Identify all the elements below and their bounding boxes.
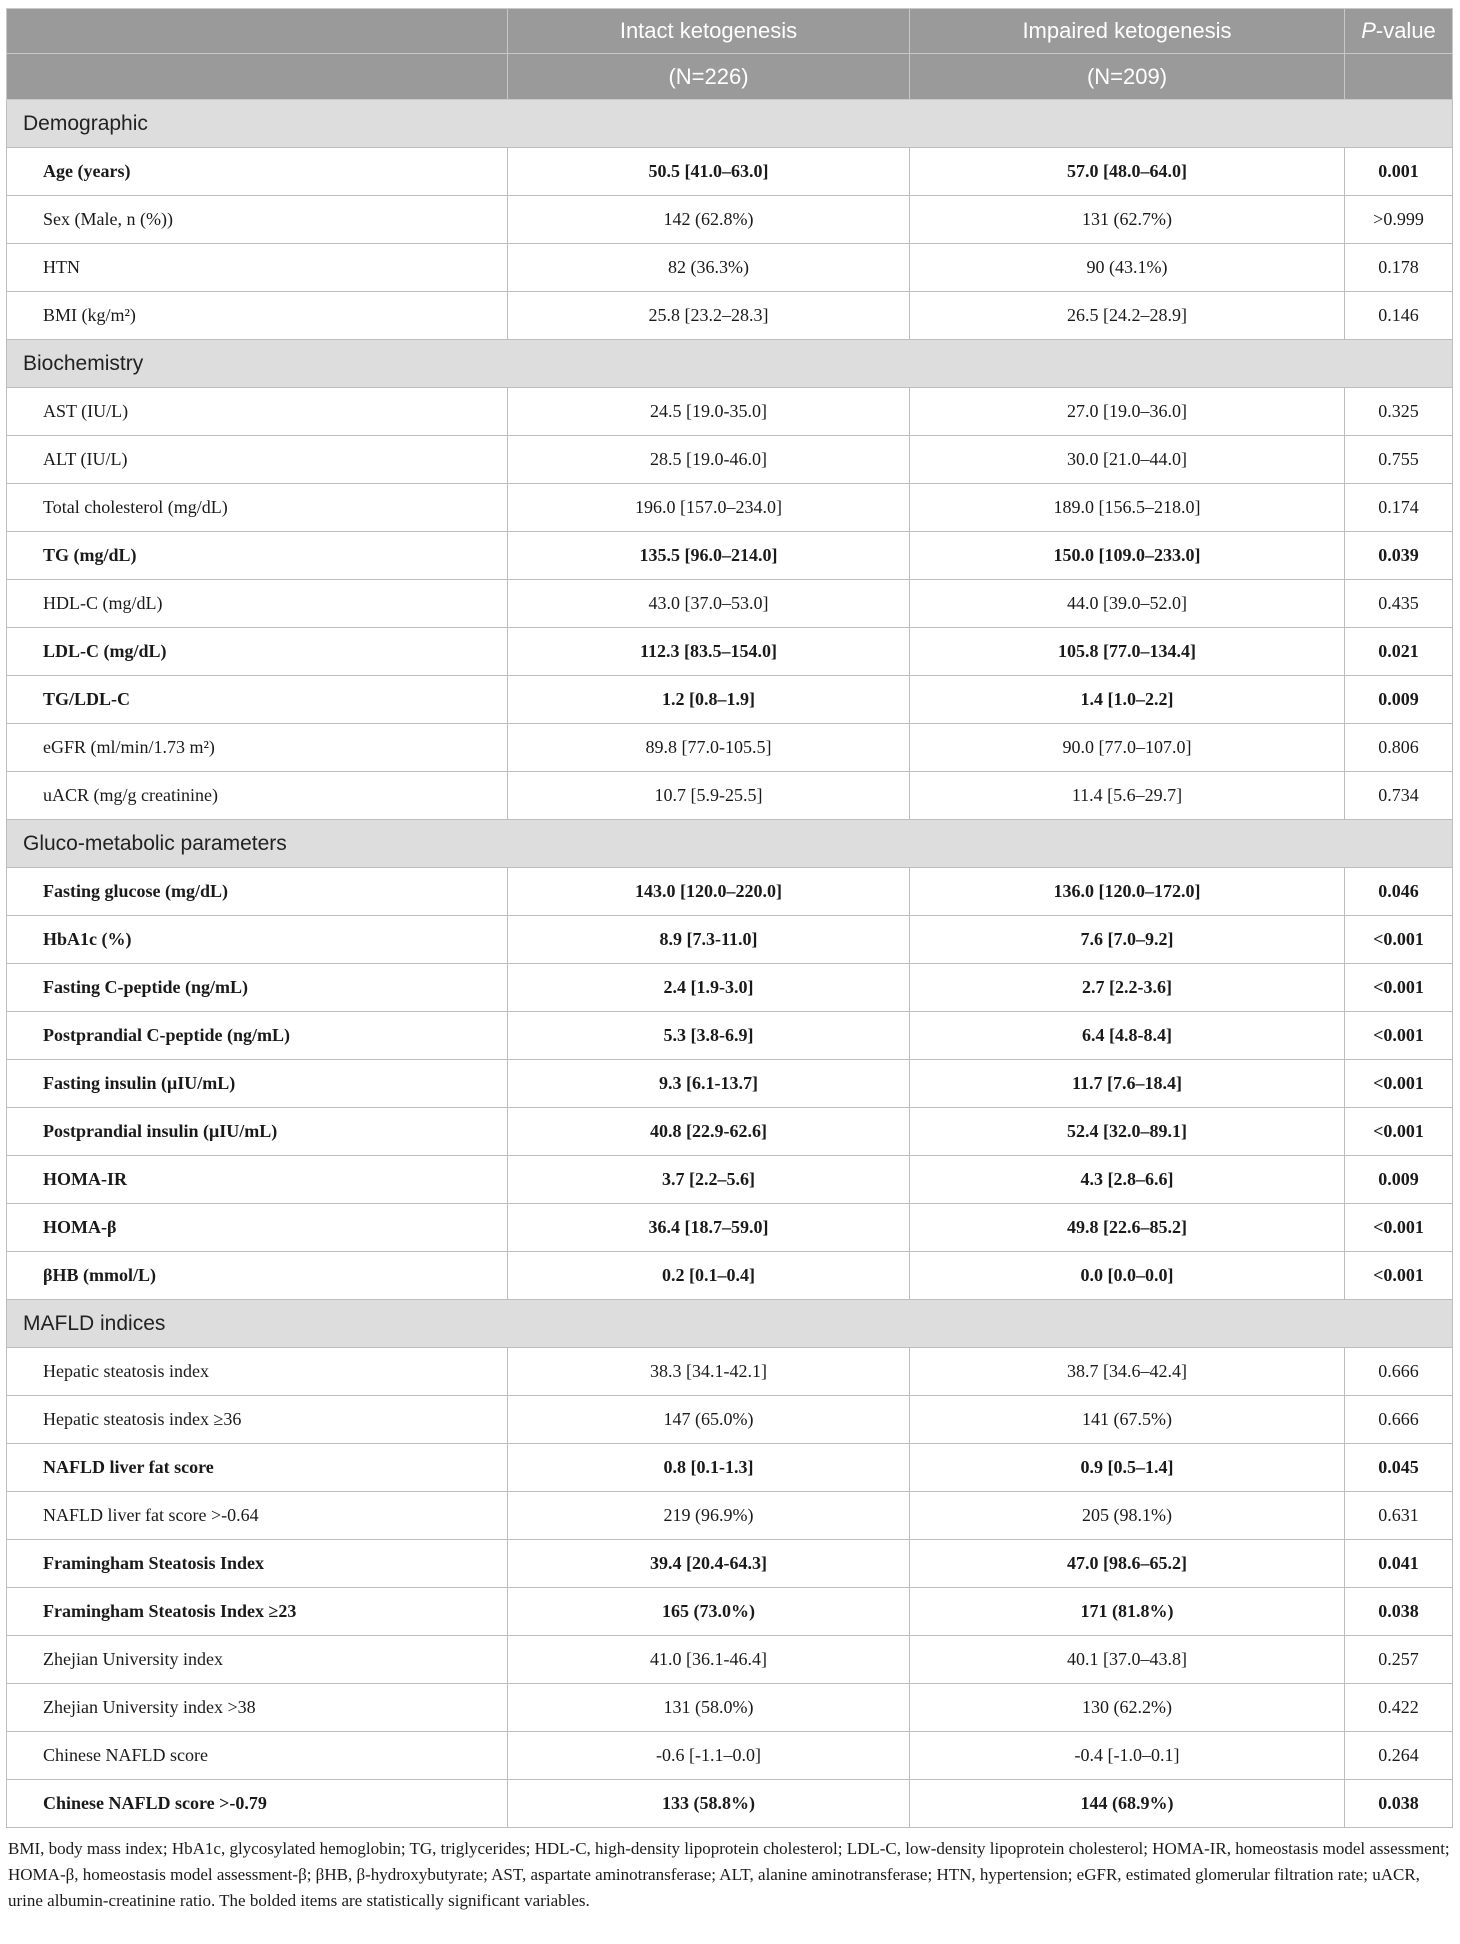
section-header-row <box>7 1300 1453 1348</box>
table-row <box>7 1396 1453 1444</box>
row-label: Zhejian University index <box>7 1636 508 1684</box>
p-value: 0.039 <box>1345 532 1453 580</box>
row-label: Framingham Steatosis Index <box>7 1540 508 1588</box>
row-label: Fasting glucose (mg/dL) <box>7 868 508 916</box>
impaired-value: 105.8 [77.0–134.4] <box>910 628 1345 676</box>
section-header-row <box>7 340 1453 388</box>
impaired-value: 205 (98.1%) <box>910 1492 1345 1540</box>
p-value: <0.001 <box>1345 1012 1453 1060</box>
impaired-value: 27.0 [19.0–36.0] <box>910 388 1345 436</box>
row-label: Fasting C-peptide (ng/mL) <box>7 964 508 1012</box>
header-p-value <box>1345 9 1453 54</box>
table-row <box>7 196 1453 244</box>
intact-value: 5.3 [3.8-6.9] <box>508 1012 910 1060</box>
p-value: >0.999 <box>1345 196 1453 244</box>
table-row <box>7 1732 1453 1780</box>
impaired-value: 1.4 [1.0–2.2] <box>910 676 1345 724</box>
impaired-value: 52.4 [32.0–89.1] <box>910 1108 1345 1156</box>
p-value: 0.009 <box>1345 1156 1453 1204</box>
p-value: 0.038 <box>1345 1588 1453 1636</box>
intact-value: 28.5 [19.0-46.0] <box>508 436 910 484</box>
impaired-value: 30.0 [21.0–44.0] <box>910 436 1345 484</box>
header-blank-p <box>1345 54 1453 100</box>
intact-value: 39.4 [20.4-64.3] <box>508 1540 910 1588</box>
intact-value: 24.5 [19.0-35.0] <box>508 388 910 436</box>
row-label: Framingham Steatosis Index ≥23 <box>7 1588 508 1636</box>
intact-value: 135.5 [96.0–214.0] <box>508 532 910 580</box>
row-label: HbA1c (%) <box>7 916 508 964</box>
impaired-value: 47.0 [98.6–65.2] <box>910 1540 1345 1588</box>
p-value: 0.001 <box>1345 148 1453 196</box>
impaired-value: 44.0 [39.0–52.0] <box>910 580 1345 628</box>
intact-value: 89.8 [77.0-105.5] <box>508 724 910 772</box>
row-label: βHB (mmol/L) <box>7 1252 508 1300</box>
intact-value: 196.0 [157.0–234.0] <box>508 484 910 532</box>
impaired-value: 189.0 [156.5–218.0] <box>910 484 1345 532</box>
p-value: <0.001 <box>1345 1204 1453 1252</box>
section-header-row <box>7 100 1453 148</box>
impaired-value: 0.9 [0.5–1.4] <box>910 1444 1345 1492</box>
row-label: Hepatic steatosis index <box>7 1348 508 1396</box>
table-header <box>7 9 1453 100</box>
impaired-value: 150.0 [109.0–233.0] <box>910 532 1345 580</box>
header-n-row <box>7 54 1453 100</box>
row-label: Zhejian University index >38 <box>7 1684 508 1732</box>
table-row <box>7 676 1453 724</box>
intact-value: 133 (58.8%) <box>508 1780 910 1828</box>
row-label: Fasting insulin (μIU/mL) <box>7 1060 508 1108</box>
impaired-value: 130 (62.2%) <box>910 1684 1345 1732</box>
table-row <box>7 1684 1453 1732</box>
impaired-value: 11.7 [7.6–18.4] <box>910 1060 1345 1108</box>
table-row <box>7 1060 1453 1108</box>
impaired-value: 90 (43.1%) <box>910 244 1345 292</box>
section-title: Biochemistry <box>7 340 1453 388</box>
row-label: HTN <box>7 244 508 292</box>
table-row <box>7 1252 1453 1300</box>
table-row <box>7 772 1453 820</box>
row-label: Chinese NAFLD score <box>7 1732 508 1780</box>
row-label: BMI (kg/m²) <box>7 292 508 340</box>
header-n-intact: (N=226) <box>508 54 910 100</box>
table-row <box>7 1156 1453 1204</box>
p-value: 0.264 <box>1345 1732 1453 1780</box>
intact-value: 147 (65.0%) <box>508 1396 910 1444</box>
intact-value: 0.8 [0.1-1.3] <box>508 1444 910 1492</box>
intact-value: 9.3 [6.1-13.7] <box>508 1060 910 1108</box>
intact-value: 25.8 [23.2–28.3] <box>508 292 910 340</box>
p-value: <0.001 <box>1345 916 1453 964</box>
impaired-value: 144 (68.9%) <box>910 1780 1345 1828</box>
row-label: ALT (IU/L) <box>7 436 508 484</box>
section-title: Demographic <box>7 100 1453 148</box>
intact-value: 0.2 [0.1–0.4] <box>508 1252 910 1300</box>
table-row <box>7 580 1453 628</box>
p-value: 0.806 <box>1345 724 1453 772</box>
header-blank <box>7 54 508 100</box>
impaired-value: 40.1 [37.0–43.8] <box>910 1636 1345 1684</box>
intact-value: 3.7 [2.2–5.6] <box>508 1156 910 1204</box>
impaired-value: 57.0 [48.0–64.0] <box>910 148 1345 196</box>
row-label: AST (IU/L) <box>7 388 508 436</box>
p-value: 0.146 <box>1345 292 1453 340</box>
p-value: 0.734 <box>1345 772 1453 820</box>
impaired-value: 7.6 [7.0–9.2] <box>910 916 1345 964</box>
table-row <box>7 724 1453 772</box>
p-value: 0.041 <box>1345 1540 1453 1588</box>
section-title: MAFLD indices <box>7 1300 1453 1348</box>
header-variable <box>7 9 508 54</box>
impaired-value: 49.8 [22.6–85.2] <box>910 1204 1345 1252</box>
p-value: 0.666 <box>1345 1396 1453 1444</box>
intact-value: 165 (73.0%) <box>508 1588 910 1636</box>
intact-value: 10.7 [5.9-25.5] <box>508 772 910 820</box>
table-row <box>7 1540 1453 1588</box>
table-row <box>7 1636 1453 1684</box>
row-label: Chinese NAFLD score >-0.79 <box>7 1780 508 1828</box>
row-label: HDL-C (mg/dL) <box>7 580 508 628</box>
row-label: Postprandial insulin (μIU/mL) <box>7 1108 508 1156</box>
p-value: 0.045 <box>1345 1444 1453 1492</box>
row-label: Hepatic steatosis index ≥36 <box>7 1396 508 1444</box>
intact-value: 82 (36.3%) <box>508 244 910 292</box>
p-value: 0.422 <box>1345 1684 1453 1732</box>
p-value: <0.001 <box>1345 1252 1453 1300</box>
p-value: 0.435 <box>1345 580 1453 628</box>
impaired-value: 0.0 [0.0–0.0] <box>910 1252 1345 1300</box>
p-value: 0.666 <box>1345 1348 1453 1396</box>
intact-value: 142 (62.8%) <box>508 196 910 244</box>
impaired-value: 2.7 [2.2-3.6] <box>910 964 1345 1012</box>
intact-value: 41.0 [36.1-46.4] <box>508 1636 910 1684</box>
impaired-value: 141 (67.5%) <box>910 1396 1345 1444</box>
row-label: Postprandial C-peptide (ng/mL) <box>7 1012 508 1060</box>
header-n-impaired: (N=209) <box>910 54 1345 100</box>
section-header-row <box>7 820 1453 868</box>
row-label: HOMA-β <box>7 1204 508 1252</box>
header-intact-ketogenesis: Intact ketogenesis <box>508 9 910 54</box>
p-value: 0.174 <box>1345 484 1453 532</box>
row-label: TG/LDL-C <box>7 676 508 724</box>
impaired-value: 11.4 [5.6–29.7] <box>910 772 1345 820</box>
intact-value: 50.5 [41.0–63.0] <box>508 148 910 196</box>
table-row <box>7 628 1453 676</box>
intact-value: 112.3 [83.5–154.0] <box>508 628 910 676</box>
table-row <box>7 1492 1453 1540</box>
row-label: LDL-C (mg/dL) <box>7 628 508 676</box>
table-row <box>7 1108 1453 1156</box>
table-row <box>7 244 1453 292</box>
table-body <box>7 100 1453 1828</box>
p-value: 0.755 <box>1345 436 1453 484</box>
row-label: TG (mg/dL) <box>7 532 508 580</box>
table-row <box>7 1204 1453 1252</box>
row-label: NAFLD liver fat score >-0.64 <box>7 1492 508 1540</box>
row-label: Sex (Male, n (%)) <box>7 196 508 244</box>
table-row <box>7 868 1453 916</box>
p-value: <0.001 <box>1345 1060 1453 1108</box>
row-label: NAFLD liver fat score <box>7 1444 508 1492</box>
table-row <box>7 1444 1453 1492</box>
p-value: <0.001 <box>1345 1108 1453 1156</box>
impaired-value: 4.3 [2.8–6.6] <box>910 1156 1345 1204</box>
table-row <box>7 148 1453 196</box>
table-row <box>7 1588 1453 1636</box>
intact-value: 131 (58.0%) <box>508 1684 910 1732</box>
table-container <box>6 8 1452 1914</box>
p-value: 0.038 <box>1345 1780 1453 1828</box>
p-value: <0.001 <box>1345 964 1453 1012</box>
impaired-value: 90.0 [77.0–107.0] <box>910 724 1345 772</box>
intact-value: 219 (96.9%) <box>508 1492 910 1540</box>
baseline-characteristics-table <box>6 8 1453 1828</box>
header-p-suffix: -value <box>1375 18 1436 43</box>
p-value: 0.046 <box>1345 868 1453 916</box>
intact-value: 1.2 [0.8–1.9] <box>508 676 910 724</box>
p-value: 0.178 <box>1345 244 1453 292</box>
table-row <box>7 292 1453 340</box>
p-value: 0.257 <box>1345 1636 1453 1684</box>
intact-value: 36.4 [18.7–59.0] <box>508 1204 910 1252</box>
table-row <box>7 1780 1453 1828</box>
table-row <box>7 1012 1453 1060</box>
table-row <box>7 964 1453 1012</box>
impaired-value: 38.7 [34.6–42.4] <box>910 1348 1345 1396</box>
impaired-value: 6.4 [4.8-8.4] <box>910 1012 1345 1060</box>
table-footnote: BMI, body mass index; HbA1c, glycosylated hemoglobin; TG, triglycerides; HDL-C, high-density lipoprotein cholesterol; LDL-C, low-density lipoprotein cholesterol; HOMA-IR, homeostasis model assessment; HOMA-β, homeostasis model assessment-β; βHB, β-hydroxybutyrate; AST, aspartate aminotransferase; ALT, alanine aminotransferase; HTN, hypertension; eGFR, estimated glomerular filtration rate; uACR, urine albumin-creatinine ratio. The bolded items are statistically significant variables. <box>8 1839 1450 1910</box>
intact-value: 40.8 [22.9-62.6] <box>508 1108 910 1156</box>
impaired-value: 136.0 [120.0–172.0] <box>910 868 1345 916</box>
table-row <box>7 916 1453 964</box>
section-title: Gluco-metabolic parameters <box>7 820 1453 868</box>
table-row <box>7 484 1453 532</box>
row-label: HOMA-IR <box>7 1156 508 1204</box>
row-label: Total cholesterol (mg/dL) <box>7 484 508 532</box>
intact-value: 2.4 [1.9-3.0] <box>508 964 910 1012</box>
row-label: uACR (mg/g creatinine) <box>7 772 508 820</box>
header-p-letter: P <box>1361 18 1376 43</box>
row-label: eGFR (ml/min/1.73 m²) <box>7 724 508 772</box>
intact-value: 143.0 [120.0–220.0] <box>508 868 910 916</box>
impaired-value: -0.4 [-1.0–0.1] <box>910 1732 1345 1780</box>
p-value: 0.021 <box>1345 628 1453 676</box>
intact-value: 38.3 [34.1-42.1] <box>508 1348 910 1396</box>
row-label: Age (years) <box>7 148 508 196</box>
impaired-value: 171 (81.8%) <box>910 1588 1345 1636</box>
intact-value: 43.0 [37.0–53.0] <box>508 580 910 628</box>
table-row <box>7 532 1453 580</box>
table-row <box>7 1348 1453 1396</box>
intact-value: -0.6 [-1.1–0.0] <box>508 1732 910 1780</box>
impaired-value: 26.5 [24.2–28.9] <box>910 292 1345 340</box>
impaired-value: 131 (62.7%) <box>910 196 1345 244</box>
table-row <box>7 436 1453 484</box>
table-row <box>7 388 1453 436</box>
header-row <box>7 9 1453 54</box>
p-value: 0.631 <box>1345 1492 1453 1540</box>
header-impaired-ketogenesis: Impaired ketogenesis <box>910 9 1345 54</box>
intact-value: 8.9 [7.3-11.0] <box>508 916 910 964</box>
p-value: 0.009 <box>1345 676 1453 724</box>
p-value: 0.325 <box>1345 388 1453 436</box>
